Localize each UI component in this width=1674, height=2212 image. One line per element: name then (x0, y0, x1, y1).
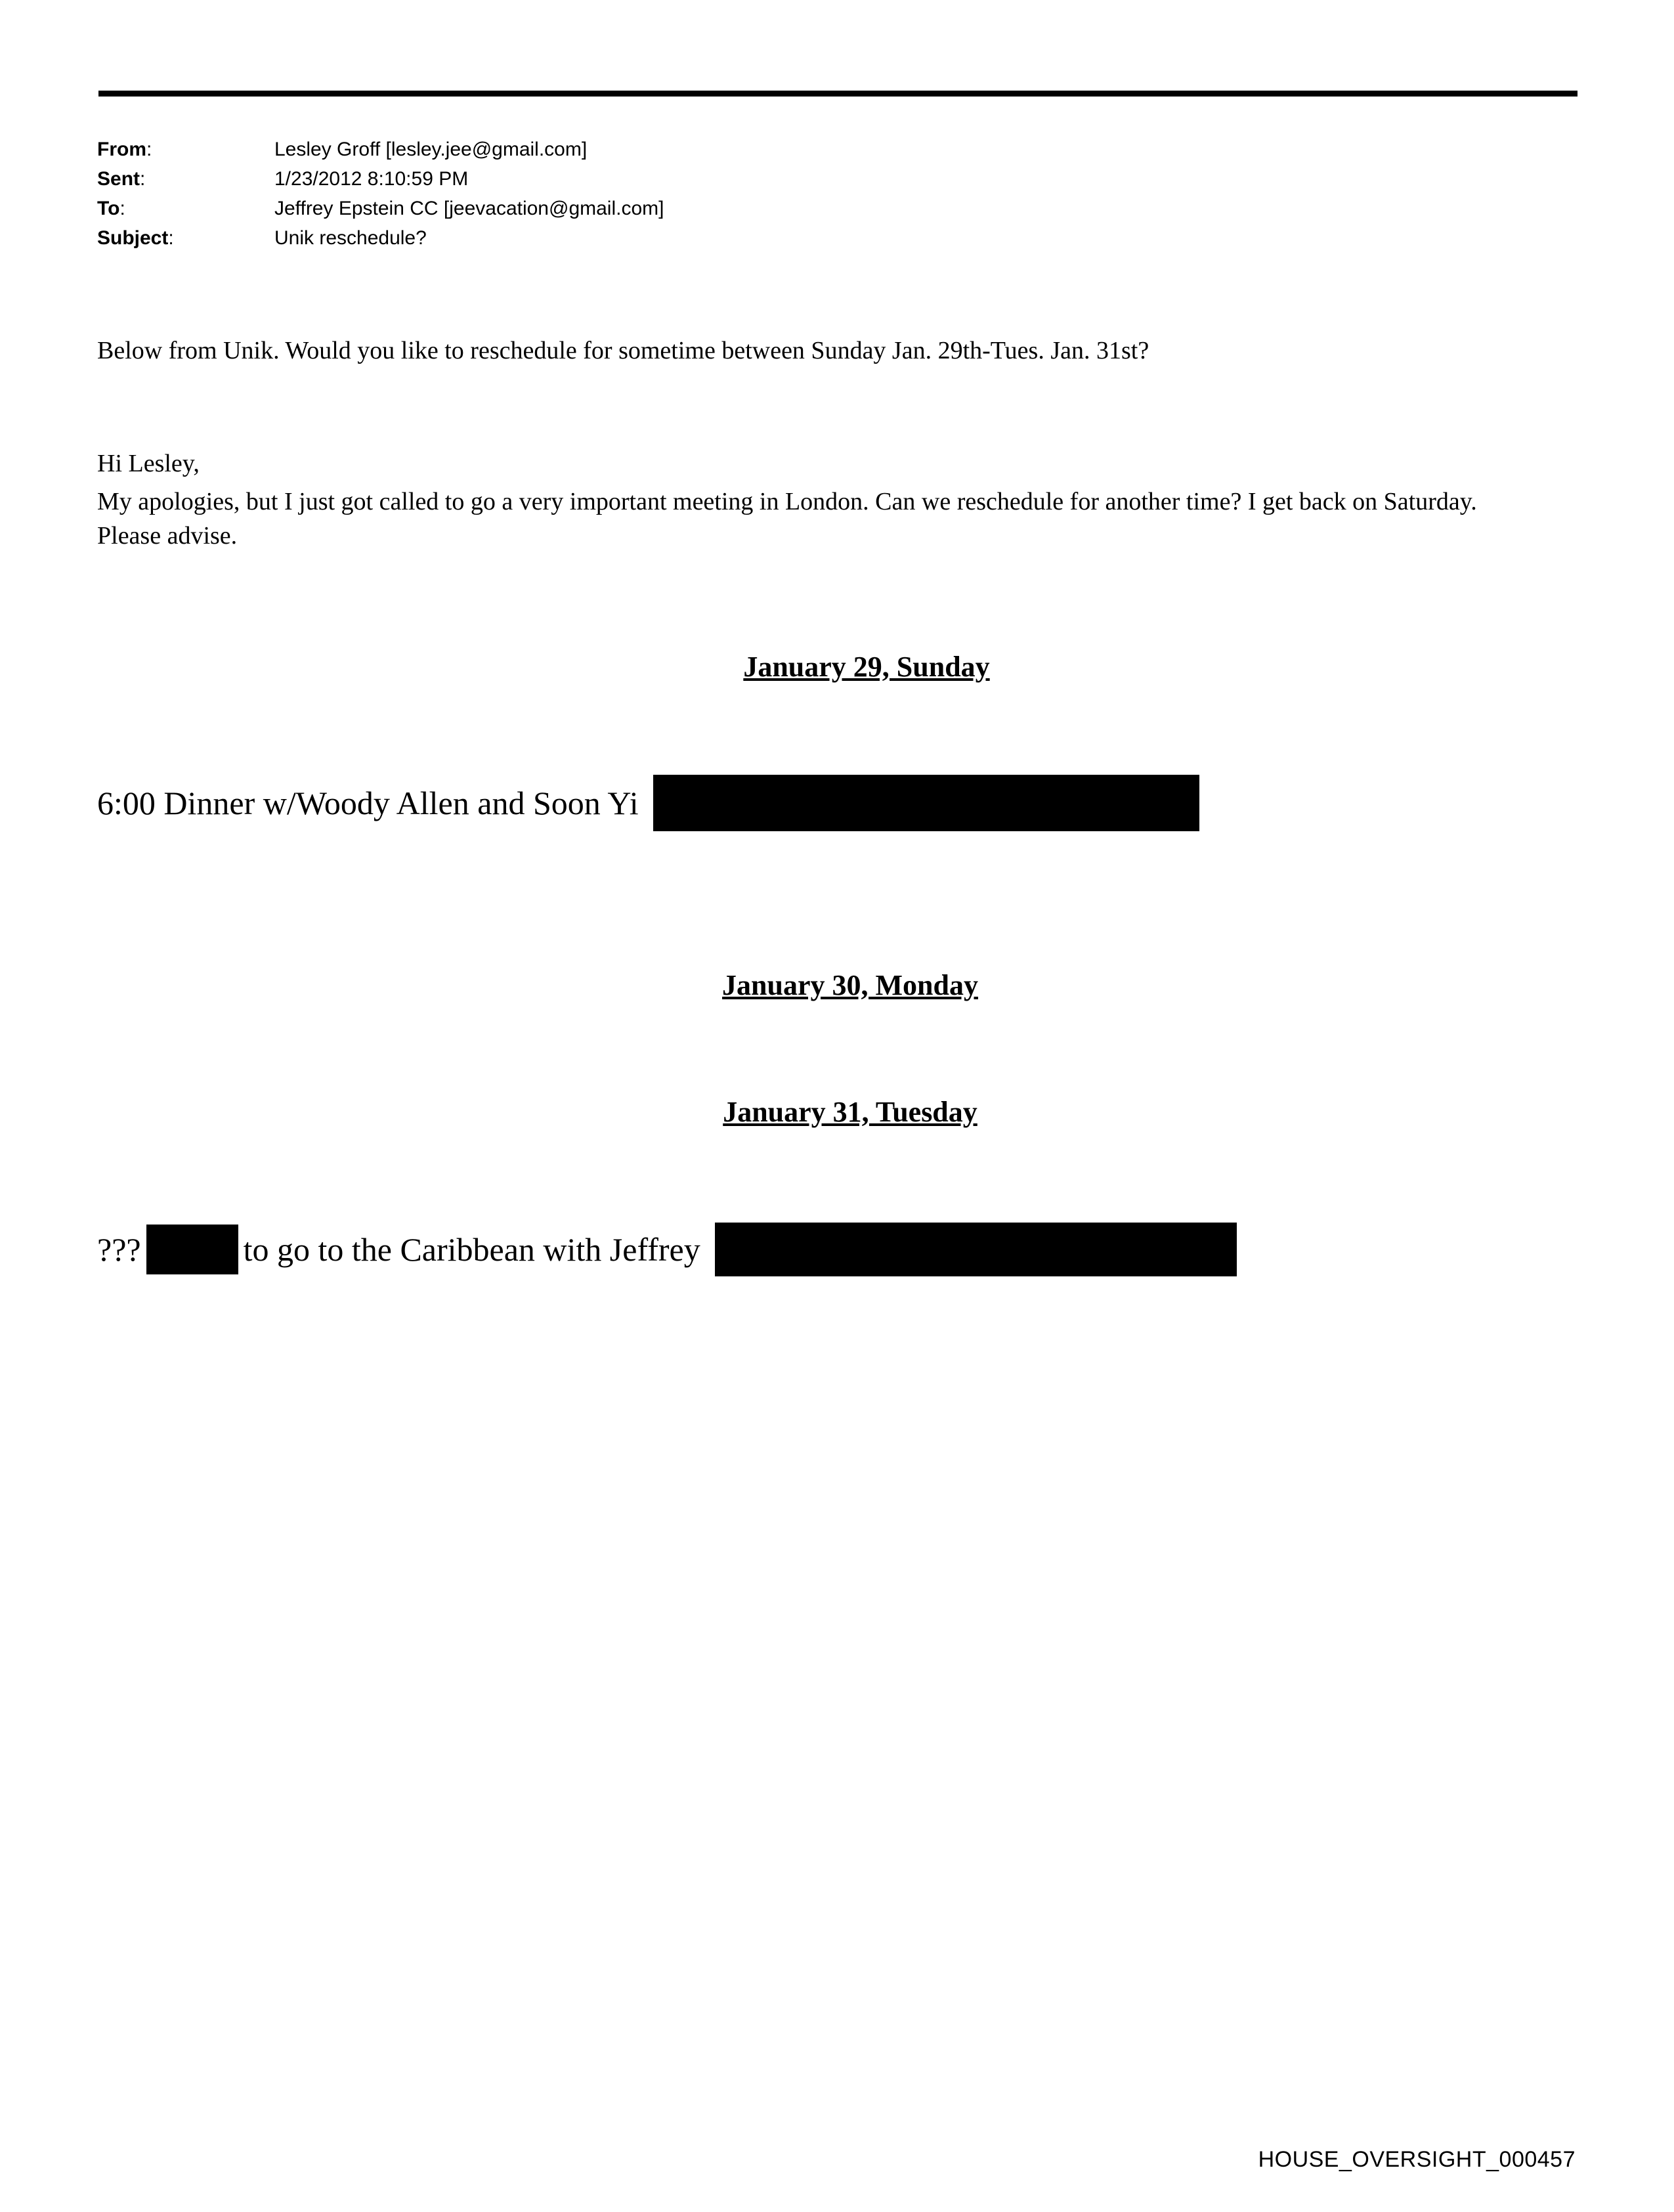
header-label-subject (97, 223, 274, 253)
header-label-subject-colon: : (168, 227, 174, 249)
redaction-bar-dinner (653, 775, 1199, 831)
day-heading-january-29 (30, 650, 1674, 683)
header-value-subject: Unik reschedule? (274, 227, 427, 249)
header-label-sent (97, 164, 274, 194)
redaction-bar-caribbean-trailing (715, 1223, 1237, 1276)
header-label-sent-colon: : (140, 168, 146, 190)
header-row-sent (97, 164, 664, 194)
schedule-entry-caribbean (97, 1223, 1237, 1276)
redaction-bar-caribbean-inline (146, 1225, 238, 1274)
day-heading-january-31 (13, 1095, 1674, 1129)
body-paragraph-intro: Below from Unik. Would you like to reschedule for sometime between Sunday Jan. 29th-Tues. Jan. 31st? (97, 337, 1149, 364)
header-divider-rule (98, 91, 1577, 97)
header-label-to-text: To (97, 198, 120, 219)
header-label-from-colon: : (146, 139, 152, 160)
header-row-to (97, 194, 664, 223)
body-paragraph-greeting: Hi Lesley, (97, 450, 200, 477)
email-header-block (97, 135, 664, 253)
header-label-from-text: From (97, 139, 146, 160)
schedule-entry-caribbean-text: to go to the Caribbean with Jeffrey (243, 1231, 700, 1268)
header-value-to: Jeffrey Epstein CC [jeevacation@gmail.com] (274, 198, 664, 219)
schedule-entry-caribbean-prefix: ??? (97, 1231, 141, 1268)
schedule-entry-dinner (97, 775, 1199, 831)
body-paragraph-apology: My apologies, but I just got called to go a very important meeting in London. Can we reschedule for another time? I get back on Saturday. Please advise. (97, 488, 1477, 550)
day-heading-january-30 (13, 968, 1674, 1002)
day-heading-january-31-text: January 31, Tuesday (723, 1096, 977, 1128)
header-label-to-colon: : (119, 198, 125, 219)
day-heading-january-30-text: January 30, Monday (722, 969, 978, 1001)
header-label-to (97, 194, 274, 223)
header-label-from (97, 135, 274, 164)
header-label-sent-text: Sent (97, 168, 140, 190)
bates-number: HOUSE_OVERSIGHT_000457 (1258, 2147, 1576, 2172)
header-label-subject-text: Subject (97, 227, 169, 249)
header-row-subject (97, 223, 664, 253)
header-row-from (97, 135, 664, 164)
schedule-entry-dinner-text: 6:00 Dinner w/Woody Allen and Soon Yi (97, 785, 639, 821)
header-value-sent: 1/23/2012 8:10:59 PM (274, 168, 469, 190)
header-value-from: Lesley Groff [lesley.jee@gmail.com] (274, 139, 588, 160)
day-heading-january-29-text: January 29, Sunday (743, 651, 990, 683)
